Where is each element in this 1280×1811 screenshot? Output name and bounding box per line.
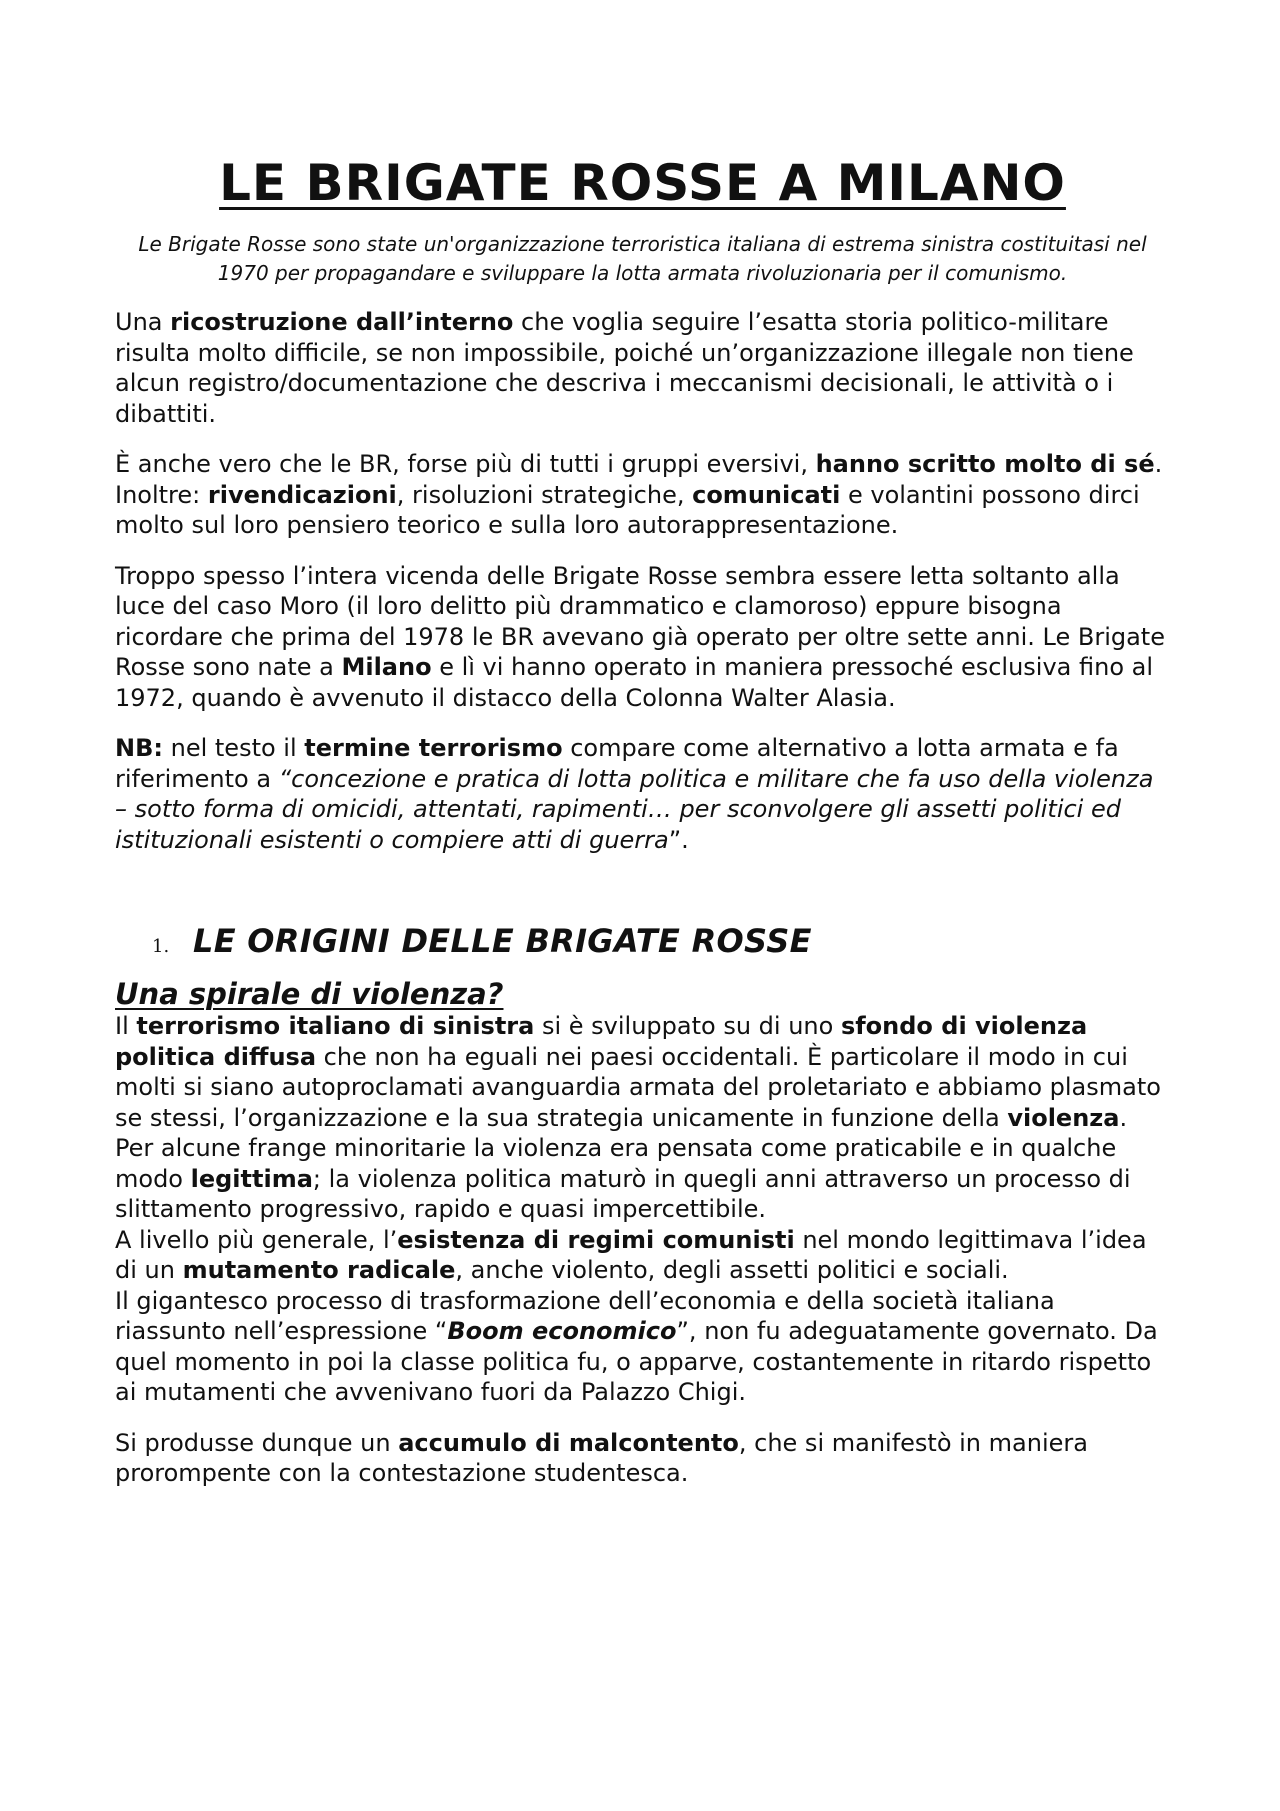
paragraph-frange-minoritarie: Per alcune frange minoritarie la violenza era pensata come praticabile e in qualche modo legittima; la violenza politica maturò in quegli anni attraverso un processo di slittamento progressivo, rapido e quasi impercettibile. [115, 1134, 1131, 1223]
section-title: LE ORIGINI DELLE BRIGATE ROSSE [193, 922, 812, 960]
paragraph-nota-bene: NB: nel testo il termine terrorismo compare come alternativo a lotta armata e fa riferimento a “concezione e pratica di lotta politica e militare che fa uso della violenza – sotto forma di omicidi, attentati, rapimenti… per sconvolgere gli assetti politici ed istituzionali esistenti o compiere atti di guerra”. [115, 734, 1154, 854]
subsection-heading: Una spirale di violenza? [115, 977, 504, 1011]
paragraph-malcontento: Si produsse dunque un accumulo di malcontento, che si manifestò in maniera prorompente con la contestazione studentesca. [115, 1428, 1088, 1487]
paragraph-caso-moro: Troppo spesso l’intera vicenda delle Brigate Rosse sembra essere letta soltanto alla luce del caso Moro (il loro delitto più drammatico e clamoroso) eppure bisogna ricordare che prima del 1978 le BR avevano già operato per oltre sette anni. Le Brigate Rosse sono nate a Milano e lì vi hanno operato in maniera pressoché esclusiva fino al 1972, quando è avvenuto il distacco della Colonna Walter Alasia. [115, 561, 1165, 712]
paragraph-regimi-comunisti: A livello più generale, l’esistenza di regimi comunisti nel mondo legittimava l’idea di un mutamento radicale, anche violento, degli assetti politici e sociali. [115, 1225, 1147, 1284]
document-page [115, 150, 1170, 1489]
section-number: 1. [152, 936, 170, 957]
document-title: LE BRIGATE ROSSE A MILANO [219, 154, 1066, 212]
paragraph-ricostruzione: Una ricostruzione dall’interno che voglia seguire l’esatta storia politico-militare risulta molto difficile, se non impossibile, poiché un’organizzazione illegale non tiene alcun registro/documentazione che descriva i meccanismi decisionali, le attività o i dibattiti. [115, 308, 1134, 428]
document-subtitle: Le Brigate Rosse sono state un'organizzazione terroristica italiana di estrema sinistra costituitasi nel 1970 per propagandare e sviluppare la lotta armata rivoluzionaria per il comunismo. [138, 232, 1147, 285]
paragraph-scritti-br: È anche vero che le BR, forse più di tutti i gruppi eversivi, hanno scritto molto di sé. Inoltre: rivendicazioni, risoluzioni strategiche, comunicati e volantini possono dirci molto sul loro pensiero teorico e sulla loro autorappresentazione. [115, 450, 1163, 539]
paragraph-terrorismo-sinistra: Il terrorismo italiano di sinistra si è sviluppato su di uno sfondo di violenza politica diffusa che non ha eguali nei paesi occidentali. È particolare il modo in cui molti si siano autoproclamati avanguardia armata del proletariato e abbiamo plasmato se stessi, l’organizzazione e la sua strategia unicamente in funzione della violenza. [115, 1012, 1161, 1132]
section-heading [115, 921, 1170, 961]
paragraph-boom-economico: Il gigantesco processo di trasformazione dell’economia e della società italiana riassunto nell’espressione “Boom economico”, non fu adeguatamente governato. Da quel momento in poi la classe politica fu, o apparve, costantemente in ritardo rispetto ai mutamenti che avvenivano fuori da Palazzo Chigi. [115, 1286, 1158, 1406]
